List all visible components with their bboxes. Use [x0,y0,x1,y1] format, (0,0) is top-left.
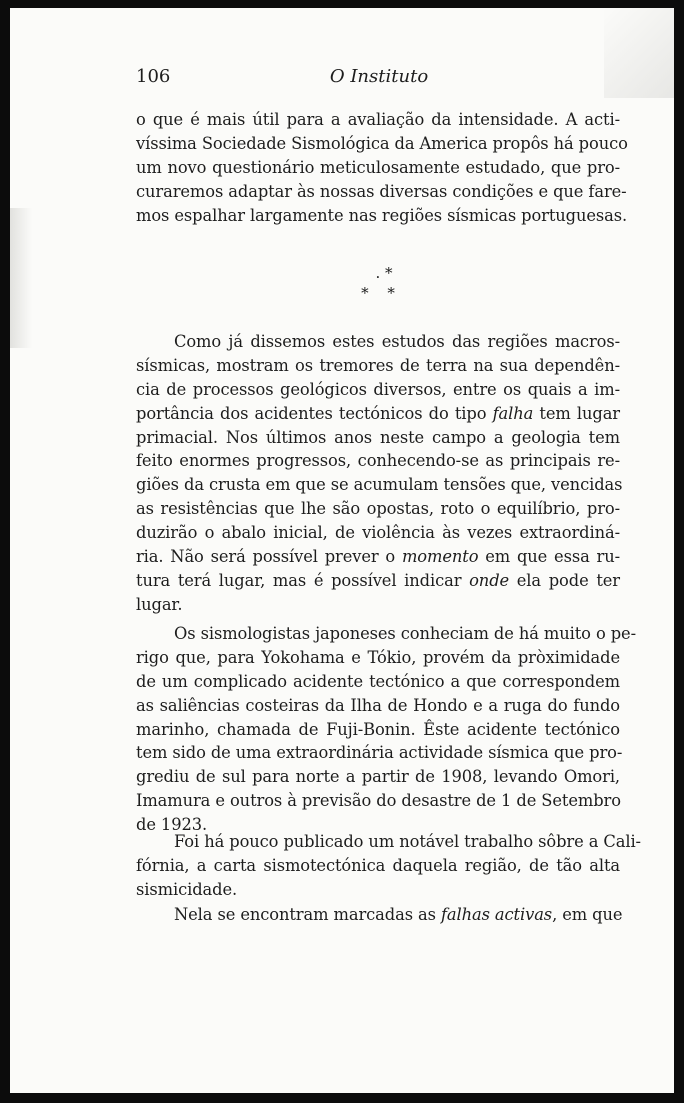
running-title: O Instituto [329,66,429,87]
text-line: as resistências que lhe são opostas, roto o equilíbrio, pro- [136,499,620,519]
emphasis: onde [469,570,510,590]
paragraph-5 [136,903,623,927]
text-line: lugar. [136,594,183,614]
text-line: primacial. Nos últimos anos neste campo a geologia tem [136,427,620,447]
text-line: ria. Não será possível prever o momento em que essa ru- [136,547,621,567]
text-line: Imamura e outros à previsão do desastre de 1 de Setembro [136,791,621,811]
paragraph-4 [136,830,641,902]
text-line: portância dos acidentes tectónicos do tipo falha tem lugar [136,403,620,423]
text-line: cia de processos geológicos diversos, entre os quais a im- [136,379,620,399]
text-line: de um complicado acidente tectónico a que correspondem [136,671,620,691]
page-number: 106 [136,66,171,87]
text-line: Os sismologistas japoneses conheciam de há muito o pe- [174,624,636,643]
text-line: as saliências costeiras da Ilha de Hondo e a ruga do fundo [136,695,620,715]
asterism-bottom: * * [361,284,395,302]
text-line: tem sido de uma extraordinária actividade sísmica que pro- [136,743,623,763]
text-line: curaremos adaptar às nossas diversas condições e que fare- [136,181,627,201]
text-line: o que é mais útil para a avaliação da intensidade. A acti- [136,110,620,129]
text-line: rigo que, para Yokohama e Tókio, provém da pròximidade [136,647,620,667]
paragraph-2 [136,330,623,617]
text-line: fórnia, a carta sismotectónica daquela região, de tão alta [136,855,620,875]
text-line: giões da crusta em que se acumulam tensões que, vencidas [136,475,623,495]
text-line: víssima Sociedade Sismológica da America propôs há pouco [136,133,628,153]
section-asterism [136,263,620,303]
text-line: mos espalhar largamente nas regiões sísmicas portuguesas. [136,205,628,225]
paragraph-1 [136,108,628,227]
emphasis: momento [401,547,479,567]
emphasis: falha [492,403,534,423]
text-line: sísmicas, mostram os tremores de terra na sua dependên- [136,355,620,375]
book-page [10,8,674,1093]
paragraph-3 [136,622,636,837]
text-line: duzirão o abalo inicial, de violência às vezes extraordiná- [136,523,620,543]
text-line: Foi há pouco publicado um notável trabalho sôbre a Cali- [174,832,641,851]
emphasis: falhas activas [440,905,553,924]
text-line: Como já dissemos estes estudos das regiões macros- [174,332,620,351]
page-header [136,66,622,92]
asterism-top: . * [375,264,393,282]
text-line: tura terá lugar, mas é possível indicar onde ela pode ter [136,570,620,590]
text-line: de 1923. [136,815,208,835]
text-line: marinho, chamada de Fuji-Bonin. Êste acidente tectónico [136,719,620,739]
text-line: sismicidade. [136,879,238,899]
text-line: Nela se encontram marcadas as falhas activas, em que [174,905,623,924]
text-line: um novo questionário meticulosamente estudado, que pro- [136,157,620,177]
text-line: grediu de sul para norte a partir de 1908, levando Omori, [136,767,620,787]
text-line: feito enormes progressos, conhecendo-se as principais re- [136,451,620,471]
